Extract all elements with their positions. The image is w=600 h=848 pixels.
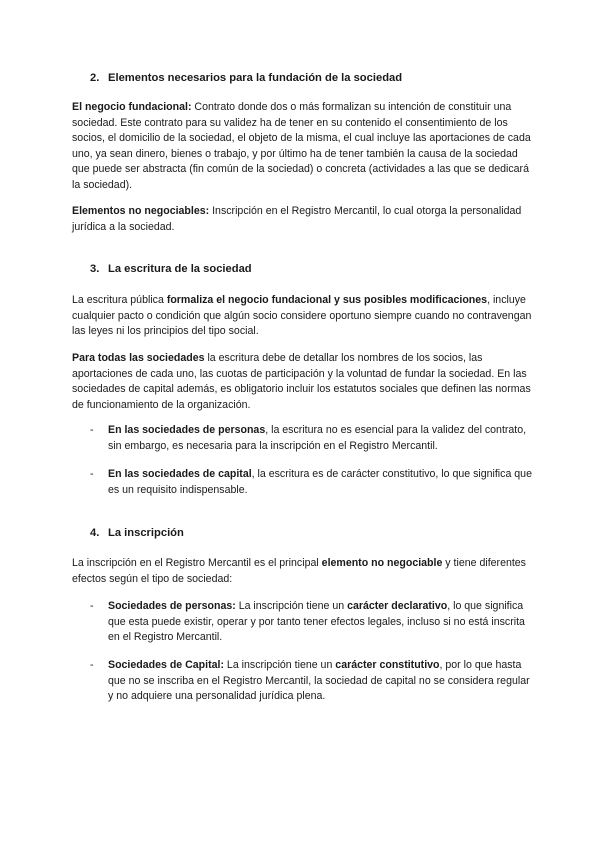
bold-term: Para todas las sociedades <box>72 352 205 364</box>
list-item-text: La inscripción tiene un <box>223 659 336 671</box>
section-title: La escritura de la sociedad <box>108 263 252 275</box>
bold-term: Sociedades de personas: <box>108 600 236 612</box>
paragraph <box>72 204 532 235</box>
section-number: 2. <box>90 72 100 84</box>
list-item-text: , la escritura no es esencial para la validez del contrato, sin embargo, es necesaria para la inscripción en el Registro Mercantil. <box>108 424 527 452</box>
bold-term: En las sociedades de personas <box>108 424 266 436</box>
paragraph-text: y tiene diferentes efectos según el tipo de sociedad: <box>72 557 526 585</box>
section-3-heading <box>90 263 252 275</box>
bold-term: En las sociedades de capital <box>108 468 252 480</box>
bullet-dash: - <box>90 468 94 480</box>
bullet-dash: - <box>90 659 94 671</box>
paragraph-text: la escritura debe de detallar los nombres de los socios, las aportaciones de cada uno, las cuotas de participación y la voluntad de fundar la sociedad. En las sociedades de capital además, es obligatorio incluir los estatutos sociales que definen las normas de funcionamiento de la organización. <box>72 352 531 411</box>
section-title: La inscripción <box>108 527 184 539</box>
bold-term: Elementos no negociables: <box>72 205 210 217</box>
bold-term: elemento no negociable <box>321 557 443 569</box>
paragraph <box>72 351 532 413</box>
bullet-dash: - <box>90 424 94 436</box>
list-item-text: , por lo que hasta que no se inscriba en el Registro Mercantil, la sociedad de capital no se considera regular y no adquiere una personalidad jurídica plena. <box>108 659 530 702</box>
list-item-text: La inscripción tiene un <box>235 600 348 612</box>
bold-term: carácter constitutivo <box>335 659 440 671</box>
section-2-heading <box>90 72 402 84</box>
section-number: 4. <box>90 527 100 539</box>
paragraph <box>72 293 532 340</box>
bold-term: carácter declarativo <box>347 600 448 612</box>
paragraph <box>72 556 532 587</box>
section-number: 3. <box>90 263 100 275</box>
paragraph-text: , incluye cualquier pacto o condición que algún socio considere oportuno siempre cuando no contravengan las leyes ni los principios del tipo social. <box>72 294 532 337</box>
section-4-heading <box>90 527 184 539</box>
paragraph-text: Contrato donde dos o más formalizan su intención de constituir una sociedad. Este contrato para su validez ha de tener en su contenido el consentimiento de los socios, el domicilio de la sociedad, el objeto de la misma, el cual incluye las aportaciones de cada uno, ya sean dinero, bienes o trabajo, y por último ha de tener también la causa de la sociedad que puede ser abstracta (fin común de la sociedad) o concreta (actividades a las que se dedicará la sociedad). <box>72 101 531 191</box>
bullet-dash: - <box>90 600 94 612</box>
paragraph-text: La escritura pública <box>72 294 167 306</box>
paragraph-text: La inscripción en el Registro Mercantil es el principal <box>72 557 322 569</box>
paragraph <box>72 100 532 193</box>
list-item-text: , lo que significa que esta puede existir, operar y por tanto tener efectos legales, incluso si no está inscrita en el Registro Mercantil. <box>108 600 525 643</box>
bold-term: Sociedades de Capital: <box>108 659 224 671</box>
paragraph-text: Inscripción en el Registro Mercantil, lo cual otorga la personalidad jurídica a la sociedad. <box>72 205 522 233</box>
list-item-text: , la escritura es de carácter constitutivo, lo que significa que es un requisito indispensable. <box>108 468 532 496</box>
bold-term: El negocio fundacional: <box>72 101 192 113</box>
section-title: Elementos necesarios para la fundación de la sociedad <box>108 72 403 84</box>
bold-term: formaliza el negocio fundacional y sus posibles modificaciones <box>166 294 488 306</box>
